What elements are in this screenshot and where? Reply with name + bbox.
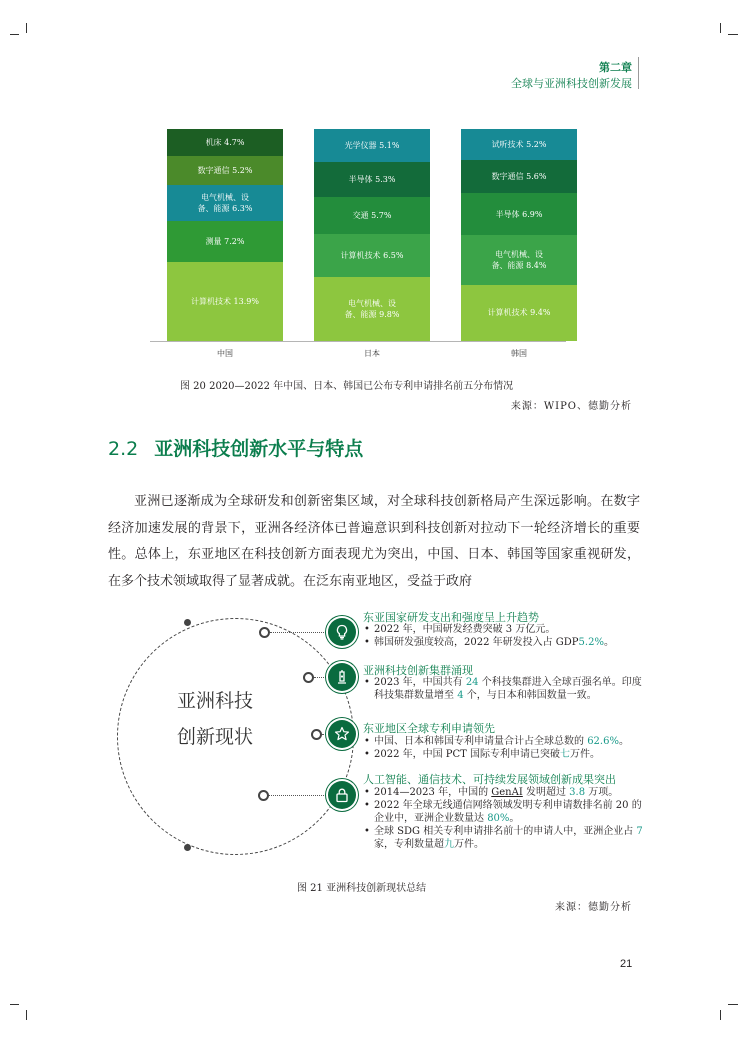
cluster-icon [328,663,356,691]
crop-mark [26,23,27,33]
body-paragraph: 亚洲已逐渐成为全球研发和创新密集区域，对全球科技创新格局产生深远影响。在数字经济加速发展的背景下，亚洲各经济体已普遍意识到科技创新对拉动下一轮经济增长的重要性。总体上，东亚地区在科技创新方面表现尤为突出，中国、日本、韩国等国家重视研发，在多个技术领域取得了显著成就。在泛东南亚地区，受益于政府 [108,494,640,589]
figure-20-caption: 图 20 2020—2022 年中国、日本、韩国已公布专利申请排名前五分布情况 [180,381,514,392]
item-1-body [363,623,648,649]
figure-20-source: 来源：WIPO、德勤分析 [510,401,632,412]
bar-segment [461,160,577,193]
item-3-title: 东亚地区全球专利申请领先 [363,722,495,735]
crop-mark [10,34,19,35]
item-2-title: 亚洲科技创新集群涌现 [363,664,473,677]
bullet: • 韩国研发强度较高，2022 年研发投入占 GDP5.2%。 [363,636,648,649]
circle-dot [184,619,191,626]
connector-line [269,795,328,796]
chapter-label: 第二章 [599,61,632,74]
section-number: 2.2 [108,438,139,460]
segment-label: 计算机技术 13.9% [191,296,259,306]
connector-line [270,632,328,633]
segment-label: 光学仪器 5.1% [344,141,400,151]
item-4-title: 人工智能、通信技术、可持续发展领域创新成果突出 [363,773,616,786]
bullet: • 2023 年，中国共有 24 个科技集群进入全球百强名单。印度科技集群数量增至 4 个，与日本和韩国数量一致。 [363,676,648,702]
segment-label: 数字通信 5.6% [491,172,547,182]
bar-stack [167,129,283,341]
star-icon [328,720,356,748]
chapter-subtitle: 全球与亚洲科技创新发展 [511,77,632,90]
bar-stack [314,129,430,341]
center-line-2: 创新现状 [176,726,253,748]
segment-label: 交通 5.7% [352,211,392,221]
bullet: • 2022 年全球无线通信网络领域发明专利申请数排名前 20 的企业中，亚洲企业数量达 80%。 [363,799,648,825]
crop-mark [720,23,721,33]
bar-segment [461,129,577,160]
bar-segment [314,277,430,341]
bullet: • 全球 SDG 相关专利申请排名前十的申请人中，亚洲企业占 7 家，专利数量超九万件。 [363,825,648,851]
bar-segment [461,235,577,285]
section-title: 亚洲科技创新水平与特点 [154,438,364,460]
item-4-body [363,786,648,851]
bullet: • 2022 年，中国 PCT 国际专利申请已突破七万件。 [363,748,648,761]
item-2-body [363,676,648,702]
bar-stack [461,129,577,341]
circle-dot [184,844,191,851]
crop-mark [728,1004,738,1005]
bar-segment [314,162,430,197]
segment-label: 计算机技术 9.4% [487,308,551,318]
bullet: • 中国、日本和韩国专利申请量合计占全球总数的 62.6%。 [363,735,648,748]
bullet: • 2022 年，中国研发经费突破 3 万亿元。 [363,623,648,636]
segment-label: 电气机械、设 备、能源 8.4% [491,249,547,270]
crop-mark [728,34,738,35]
bar-segment [167,221,283,262]
crop-mark [26,1010,27,1020]
figure-21-caption: 图 21 亚洲科技创新现状总结 [297,883,427,894]
page-number: 21 [620,958,633,970]
connector-node [311,729,322,740]
segment-label: 计算机技术 6.5% [340,251,404,261]
category-label: 日本 [364,349,380,358]
bar-segment [167,129,283,156]
connector-node [303,672,314,683]
header-divider [638,57,639,89]
segment-label: 测量 7.2% [205,237,245,247]
segment-label: 电气机械、设 备、能源 6.3% [197,193,253,214]
bar-segment [314,129,430,162]
segment-label: 半导体 6.9% [495,209,543,219]
lightbulb-icon [328,618,356,646]
chart-baseline [150,341,566,342]
crop-mark [720,1010,721,1020]
figure-21-source: 来源：德勤分析 [555,902,632,913]
connector-line [314,677,328,678]
bar-segment [167,262,283,341]
segment-label: 试听技术 5.2% [491,140,547,150]
item-3-body [363,735,648,761]
item-1-title: 东亚国家研发支出和强度呈上升趋势 [363,611,539,624]
crop-mark [10,1004,19,1005]
bar-segment [461,193,577,234]
category-label: 中国 [217,349,233,358]
section-heading [108,434,363,461]
segment-label: 机床 4.7% [205,137,245,147]
diagram-center-label [150,683,280,755]
bar-segment [461,285,577,341]
bullet: • 2014—2023 年，中国的 GenAI 发明超过 3.8 万项。 [363,786,648,799]
bar-segment [314,234,430,277]
segment-label: 数字通信 5.2% [197,165,253,175]
connector-node [259,627,270,638]
bar-segment [167,185,283,221]
segment-label: 半导体 5.3% [348,175,396,185]
bar-segment [167,156,283,186]
segment-label: 电气机械、设 备、能源 9.8% [344,298,400,319]
center-line-1: 亚洲科技 [176,690,253,712]
bar-segment [314,197,430,234]
lock-icon [328,781,356,809]
category-label: 韩国 [511,349,527,358]
connector-node [258,790,269,801]
